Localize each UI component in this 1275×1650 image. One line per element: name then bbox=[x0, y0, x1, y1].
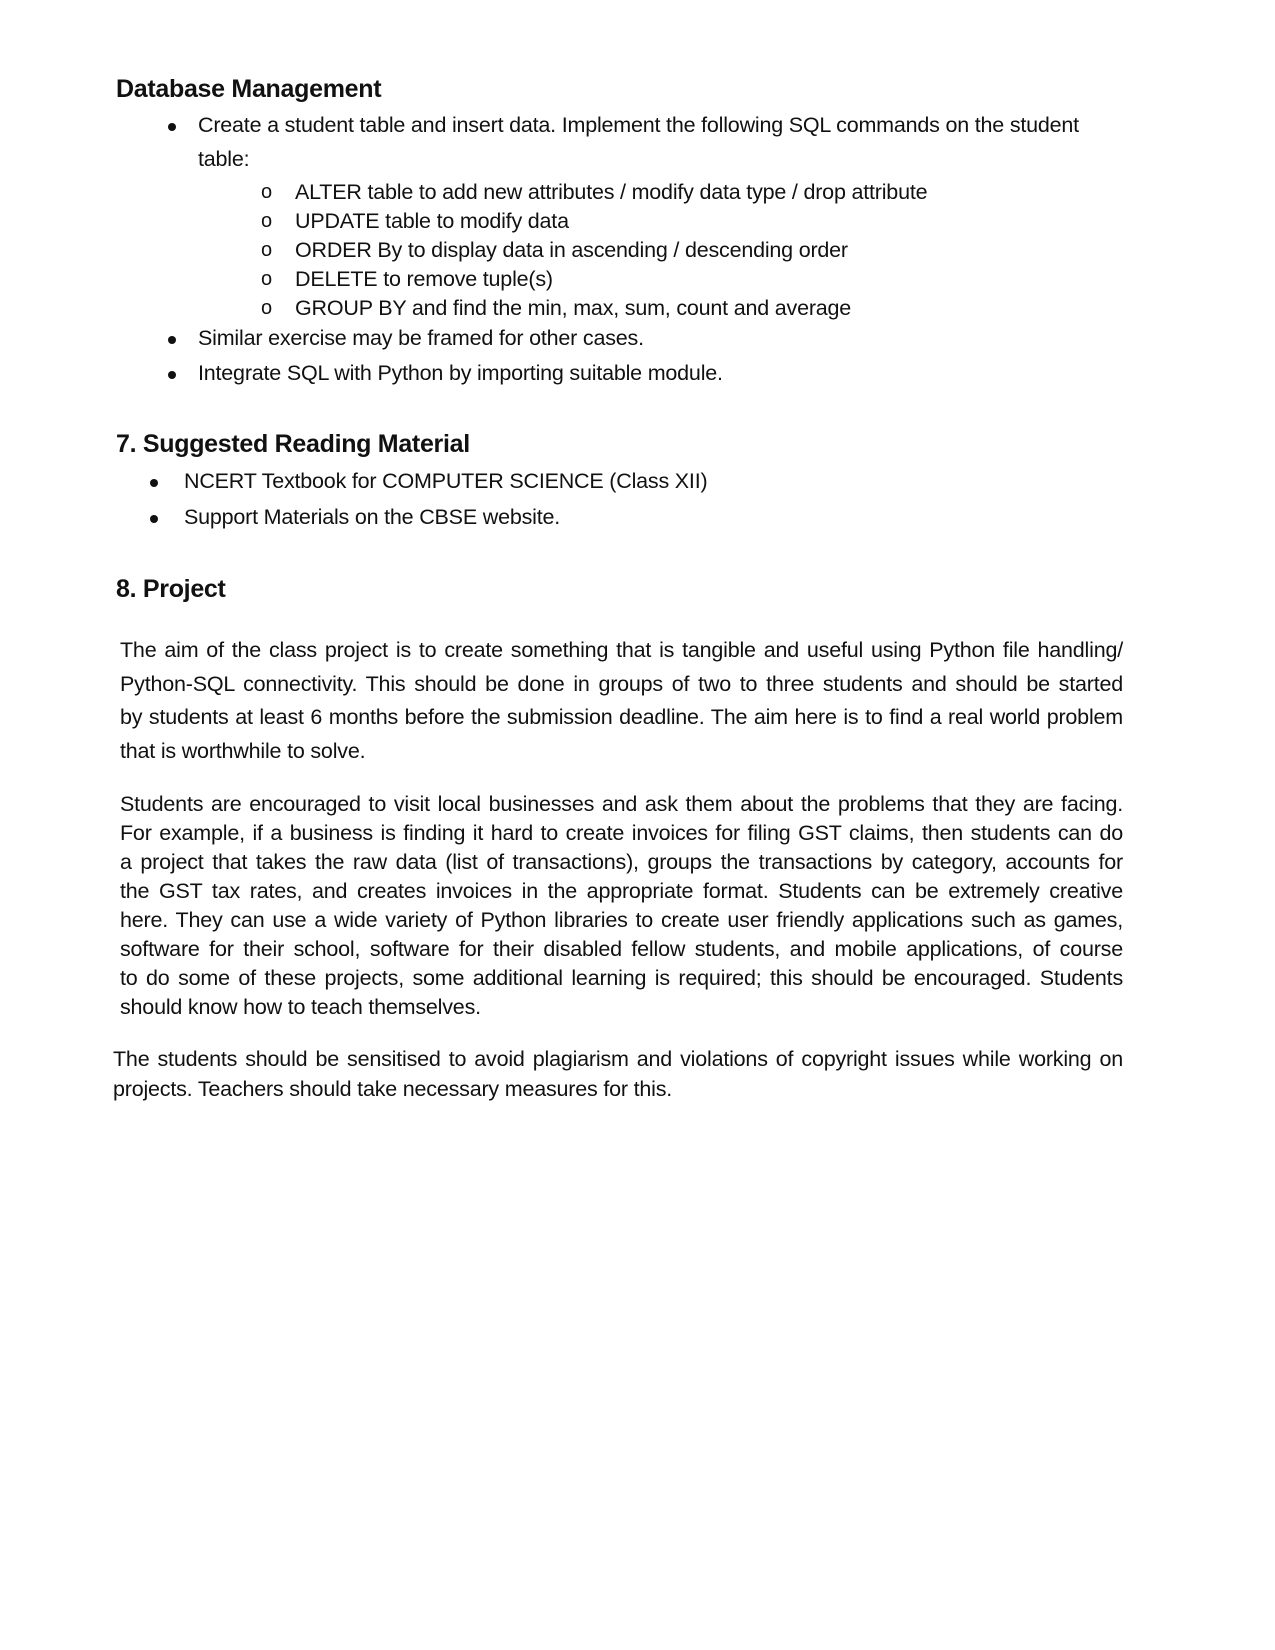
db-bullet-1-line-2: table: bbox=[198, 147, 250, 171]
reading-item: Support Materials on the CBSE website. bbox=[184, 505, 561, 529]
db-sub-item: DELETE to remove tuple(s) bbox=[295, 267, 553, 291]
db-sub-item: ALTER table to add new attributes / modify data type / drop attribute bbox=[295, 180, 928, 204]
reading-heading: 7. Suggested Reading Material bbox=[116, 430, 470, 458]
circle-bullet-icon: o bbox=[261, 239, 273, 261]
paragraph-line: projects. Teachers should take necessary measures for this. bbox=[113, 1077, 673, 1101]
project-paragraph-1 bbox=[120, 634, 1123, 768]
circle-bullet-icon: o bbox=[261, 297, 273, 319]
paragraph-line: a project that takes the raw data (list of transactions), groups the transactions by category, accounts for bbox=[120, 850, 1123, 874]
db-sub-item: UPDATE table to modify data bbox=[295, 209, 569, 233]
paragraph-line: should know how to teach themselves. bbox=[120, 995, 481, 1019]
db-sub-item: ORDER By to display data in ascending / descending order bbox=[295, 238, 848, 262]
paragraph-line: The students should be sensitised to avoid plagiarism and violations of copyright issues while working on bbox=[113, 1047, 1123, 1071]
paragraph-line: that is worthwhile to solve. bbox=[120, 738, 366, 763]
project-paragraph-3 bbox=[113, 1044, 1123, 1104]
paragraph-line: Python-SQL connectivity. This should be done in groups of two to three students and should be started bbox=[120, 671, 1123, 696]
bullet-icon bbox=[150, 515, 158, 523]
bullet-icon bbox=[168, 371, 176, 379]
circle-bullet-icon: o bbox=[261, 181, 273, 203]
db-sub-item: GROUP BY and find the min, max, sum, count and average bbox=[295, 296, 852, 320]
db-bullet-2: Similar exercise may be framed for other cases. bbox=[198, 326, 644, 350]
db-heading: Database Management bbox=[116, 75, 382, 103]
paragraph-line: to do some of these projects, some additional learning is required; this should be encouraged. Students bbox=[120, 966, 1123, 990]
bullet-icon bbox=[150, 479, 158, 487]
bullet-icon bbox=[168, 336, 176, 344]
paragraph-line: here. They can use a wide variety of Python libraries to create user friendly applications such as games, bbox=[120, 908, 1123, 932]
paragraph-line: For example, if a business is finding it hard to create invoices for filing GST claims, then students can do bbox=[120, 821, 1123, 845]
circle-bullet-icon: o bbox=[261, 210, 273, 232]
paragraph-line: by students at least 6 months before the submission deadline. The aim here is to find a real world problem bbox=[120, 705, 1123, 729]
paragraph-line: the GST tax rates, and creates invoices in the appropriate format. Students can be extremely creative bbox=[120, 879, 1123, 903]
paragraph-line: Students are encouraged to visit local businesses and ask them about the problems that they are facing. bbox=[120, 792, 1123, 816]
db-bullet-3: Integrate SQL with Python by importing suitable module. bbox=[198, 361, 723, 385]
paragraph-line: The aim of the class project is to create something that is tangible and useful using Python file handling/ bbox=[120, 638, 1123, 662]
bullet-icon bbox=[168, 123, 176, 131]
db-bullet-1-line-1: Create a student table and insert data. Implement the following SQL commands on the student bbox=[198, 113, 1079, 137]
project-heading: 8. Project bbox=[116, 575, 226, 603]
paragraph-line: software for their school, software for their disabled fellow students, and mobile applications, of course bbox=[120, 937, 1123, 961]
reading-item: NCERT Textbook for COMPUTER SCIENCE (Class XII) bbox=[184, 469, 708, 493]
project-paragraph-2 bbox=[120, 790, 1123, 1022]
circle-bullet-icon: o bbox=[261, 268, 273, 290]
